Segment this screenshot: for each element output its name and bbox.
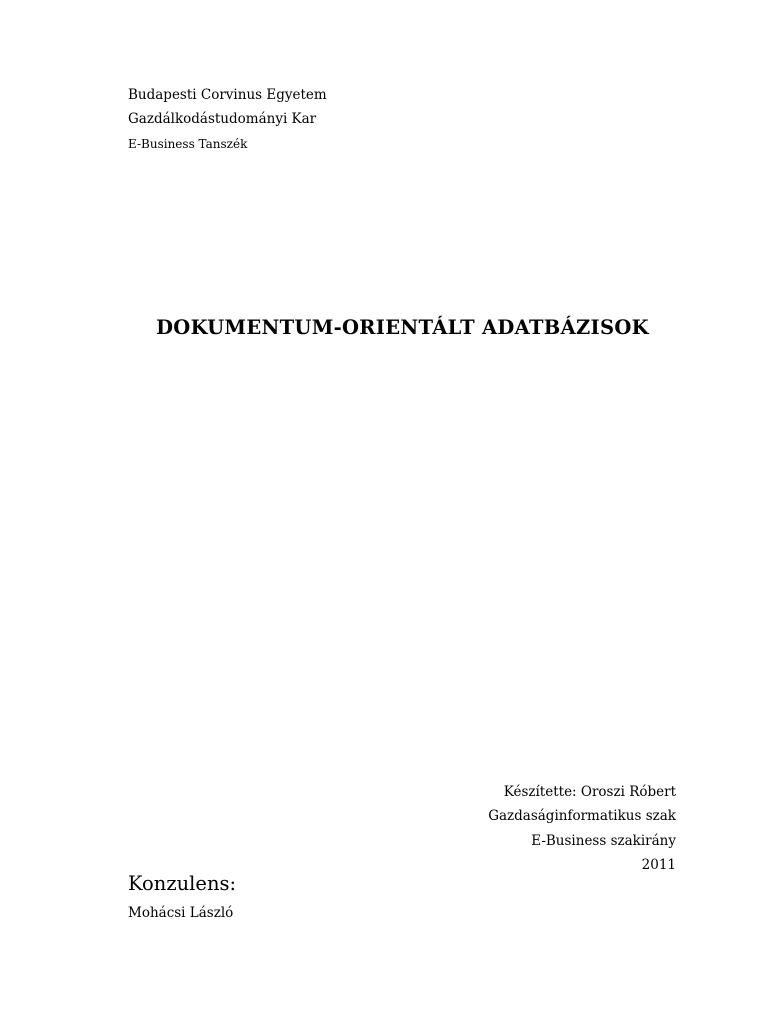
consultant-name: Mohácsi László bbox=[128, 905, 234, 921]
faculty-name: Gazdálkodástudományi Kar bbox=[128, 111, 317, 127]
thesis-title: DOKUMENTUM-ORIENTÁLT ADATBÁZISOK bbox=[156, 316, 649, 339]
department-name: E-Business Tanszék bbox=[128, 137, 248, 151]
specialization: E-Business szakirány bbox=[531, 832, 676, 849]
university-name: Budapesti Corvinus Egyetem bbox=[128, 87, 327, 103]
major: Gazdaságinformatikus szak bbox=[488, 808, 676, 825]
year: 2011 bbox=[641, 856, 676, 873]
prepared-by: Készítette: Oroszi Róbert bbox=[503, 784, 676, 800]
consultant-heading: Konzulens: bbox=[128, 872, 237, 895]
author-info bbox=[488, 780, 676, 877]
